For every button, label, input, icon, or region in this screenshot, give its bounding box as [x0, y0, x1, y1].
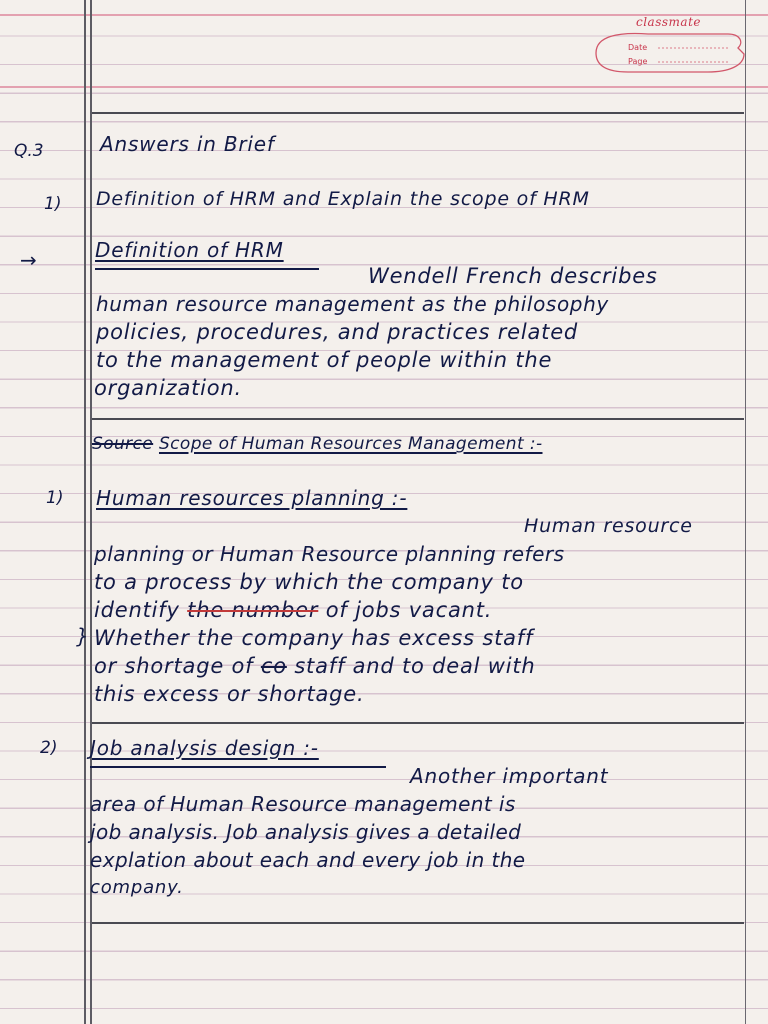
heading-underline — [95, 268, 319, 270]
scope-heading: Scope of Human Resources Management :- — [158, 434, 543, 454]
struck-word: co — [260, 654, 287, 678]
point-line: area of Human Resource management is — [90, 792, 516, 816]
struck-word: Source — [92, 434, 154, 454]
definition-line: organization. — [94, 376, 243, 400]
point-word: of jobs vacant. — [318, 598, 493, 622]
left-margin-line — [84, 0, 86, 1024]
point-word: staff and to deal with — [286, 654, 536, 678]
page-label: Page — [628, 57, 648, 66]
right-margin-line — [745, 0, 747, 1024]
definition-heading: Definition of HRM — [95, 238, 284, 262]
point-line: Whether the company has excess staff — [94, 626, 534, 650]
sub-question-text: Definition of HRM and Explain the scope of HRM — [96, 188, 590, 210]
point-line: explation about each and every job in the — [90, 848, 526, 872]
struck-phrase: the number — [187, 598, 319, 622]
definition-line: human resource management as the philosophy — [96, 292, 609, 316]
definition-line: Wendell French describes — [368, 264, 658, 288]
point-number: 1) — [46, 488, 64, 508]
margin-bracket: } — [76, 624, 89, 648]
section-rule — [92, 112, 744, 114]
date-label: Date — [628, 43, 648, 52]
sub-question-number: 1) — [44, 194, 62, 214]
point-line: to a process by which the company to — [94, 570, 524, 594]
header-red-line — [0, 86, 768, 88]
section-rule — [92, 418, 744, 420]
point-line: planning or Human Resource planning refers — [94, 542, 565, 566]
point-heading: Human resources planning :- — [96, 486, 408, 510]
question-title: Answers in Brief — [100, 132, 275, 156]
point-heading: Job analysis design :- — [90, 736, 319, 760]
point-line: Another important — [410, 764, 609, 788]
definition-line: policies, procedures, and practices related — [96, 320, 579, 344]
arrow-icon: → — [20, 248, 37, 272]
point-line: job analysis. Job analysis gives a detailed — [90, 820, 522, 844]
heading-underline — [90, 766, 386, 768]
point-line: this excess or shortage. — [94, 682, 365, 706]
brand-logo: classmate — [636, 15, 701, 29]
point-word: or shortage of — [94, 654, 261, 678]
point-line — [94, 596, 492, 624]
section-rule — [92, 922, 744, 924]
point-line: Human resource — [524, 515, 693, 537]
scope-heading-row — [92, 430, 543, 458]
point-line: company. — [90, 877, 184, 898]
point-word: identify — [94, 598, 180, 622]
question-number: Q.3 — [14, 141, 44, 161]
point-number: 2) — [40, 738, 58, 758]
definition-line: to the management of people within the — [96, 348, 553, 372]
date-page-stamp — [588, 26, 748, 80]
point-line — [94, 652, 536, 680]
section-rule — [92, 722, 744, 724]
